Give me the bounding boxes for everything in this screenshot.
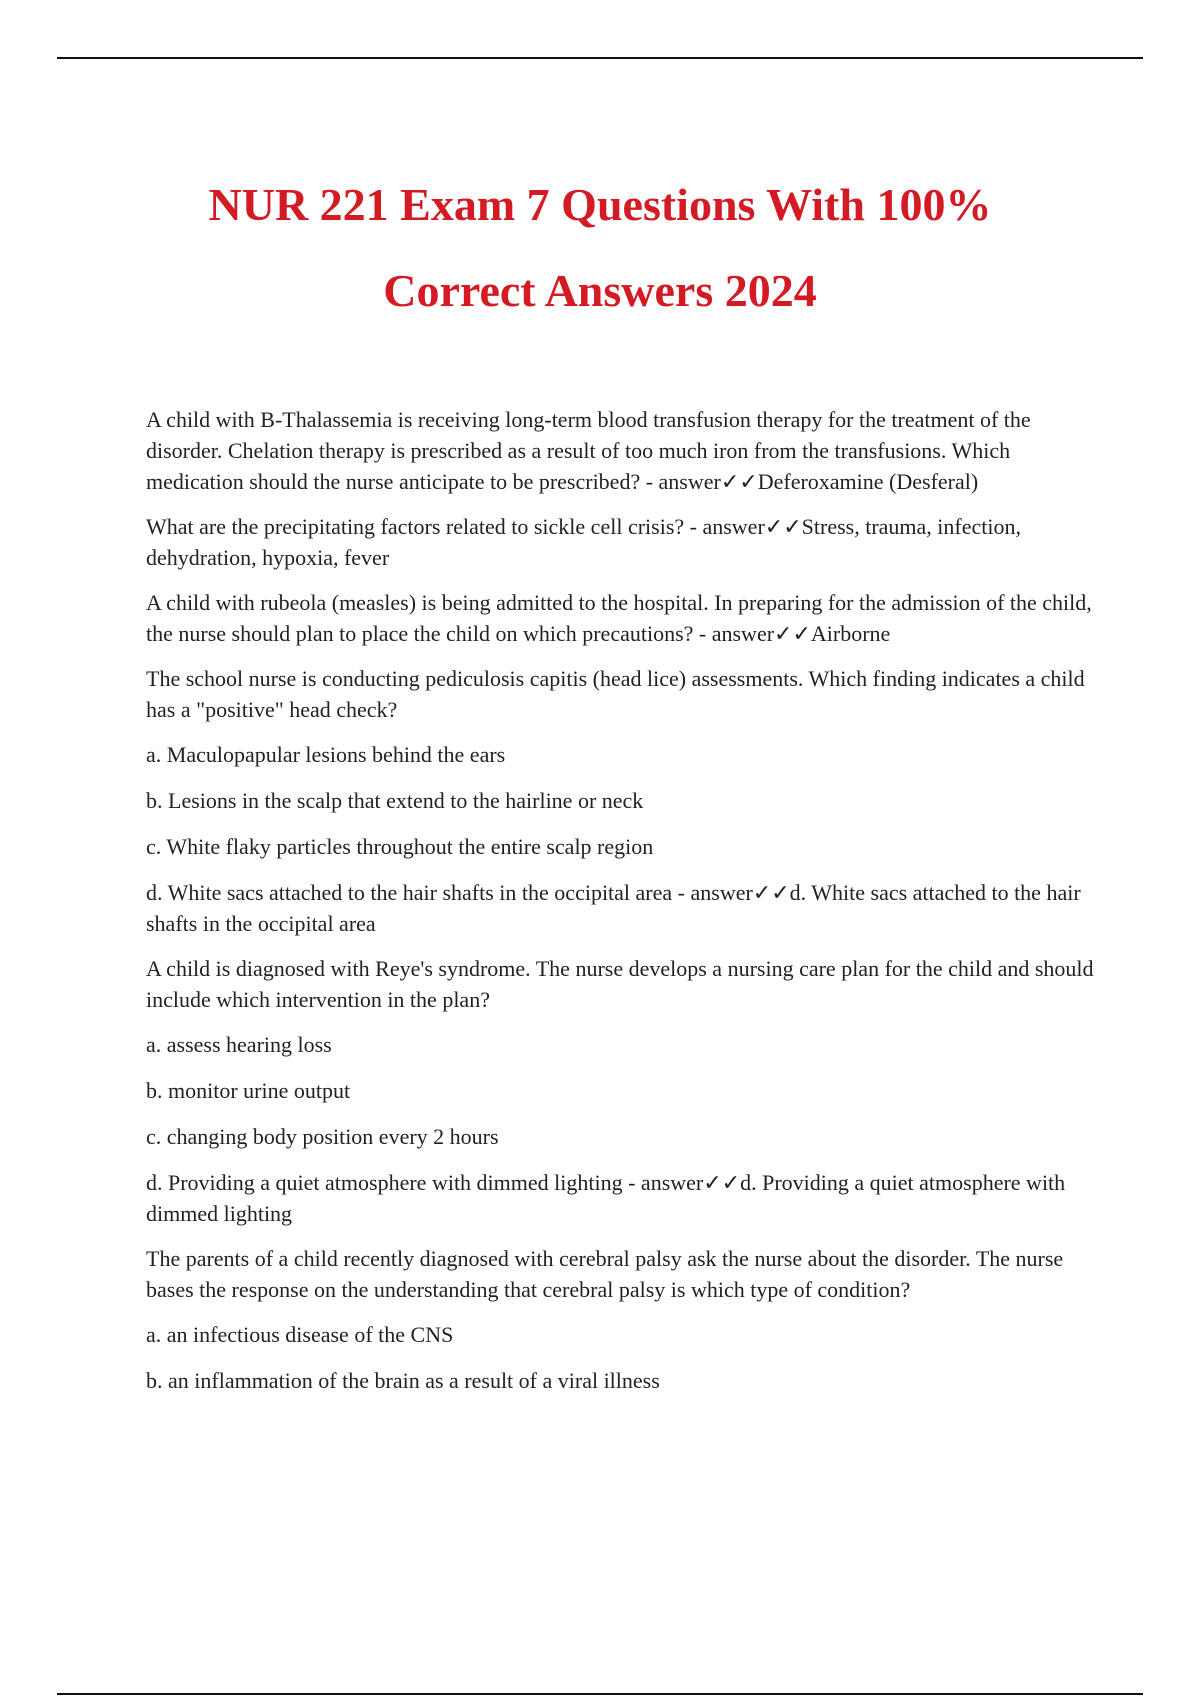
document-title — [0, 162, 1200, 334]
title-line-2: Correct Answers 2024 — [383, 265, 817, 316]
answer-option: a. assess hearing loss — [146, 1032, 332, 1057]
answer-option: b. an inflammation of the brain as a result of a viral illness — [146, 1368, 660, 1393]
answer-option: d. White sacs attached to the hair shafts in the occipital area - answer✓✓d. White sacs attached to the hair shafts in the occipital area — [146, 880, 1081, 936]
answer-option: c. White flaky particles throughout the entire scalp region — [146, 834, 654, 859]
question-cerebral-palsy: The parents of a child recently diagnosed with cerebral palsy ask the nurse about the disorder. The nurse bases the response on the understanding that cerebral palsy is which type of condition? — [146, 1246, 1064, 1302]
question-head-lice: The school nurse is conducting pediculosis capitis (head lice) assessments. Which finding indicates a child has a "positive" head check? — [146, 666, 1085, 722]
question-rubeola: A child with rubeola (measles) is being admitted to the hospital. In preparing for the admission of the child, the nurse should plan to place the child on which precautions? - answer✓✓Airborne — [146, 590, 1092, 646]
answer-option: d. Providing a quiet atmosphere with dimmed lighting - answer✓✓d. Providing a quiet atmosphere with dimmed lighting — [146, 1170, 1066, 1226]
answer-option: b. Lesions in the scalp that extend to the hairline or neck — [146, 788, 644, 813]
title-line-1: NUR 221 Exam 7 Questions With 100% — [208, 179, 992, 230]
question-thalassemia: A child with B-Thalassemia is receiving long-term blood transfusion therapy for the treatment of the disorder. Chelation therapy is prescribed as a result of too much iron from the transfusions. Which medication should the nurse anticipate to be prescribed? - answer✓✓Deferoxamine (Desferal) — [146, 407, 1031, 494]
top-rule — [57, 57, 1143, 59]
answer-option: c. changing body position every 2 hours — [146, 1124, 499, 1149]
bottom-rule — [57, 1693, 1143, 1695]
question-sickle-cell: What are the precipitating factors related to sickle cell crisis? - answer✓✓Stress, trauma, infection, dehydration, hypoxia, fever — [146, 514, 1021, 570]
document-body — [146, 404, 1096, 1411]
answer-option: b. monitor urine output — [146, 1078, 351, 1103]
answer-option: a. Maculopapular lesions behind the ears — [146, 742, 506, 767]
answer-option: a. an infectious disease of the CNS — [146, 1322, 454, 1347]
question-reyes-syndrome: A child is diagnosed with Reye's syndrome. The nurse develops a nursing care plan for the child and should include which intervention in the plan? — [146, 956, 1094, 1012]
